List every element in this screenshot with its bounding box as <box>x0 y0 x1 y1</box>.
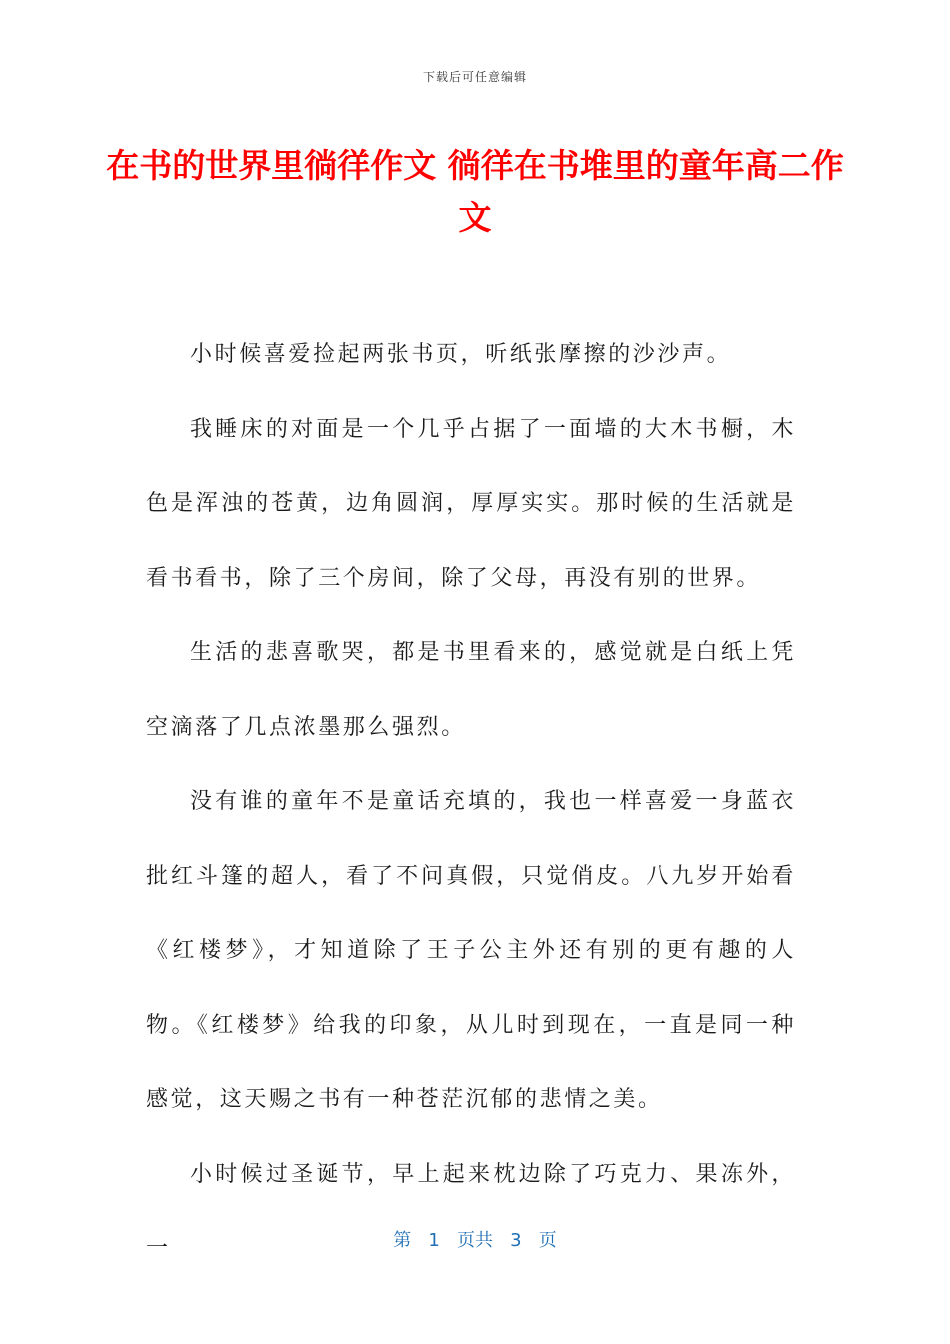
page-footer-suffix: 页 <box>538 1230 557 1251</box>
header-note: 下载后可任意编辑 <box>422 70 527 84</box>
page-footer-middle: 页共 <box>457 1230 493 1251</box>
current-page-number: 1 <box>428 1230 440 1251</box>
document-body <box>146 318 796 1287</box>
paragraph: 小时候过圣诞节，早上起来枕边除了巧克力、果冻外，一 <box>146 1161 796 1261</box>
total-pages-number: 3 <box>510 1230 522 1251</box>
paragraph: 小时候喜爱捡起两张书页，听纸张摩擦的沙沙声。 <box>190 342 732 367</box>
paragraph: 没有谁的童年不是童话充填的，我也一样喜爱一身蓝衣批红斗篷的超人，看了不问真假，只觉俏皮。八九岁开始看《红楼梦》，才知道除了王子公主外还有别的更有趣的人物。《红楼梦》给我的印象，从儿时到现在，一直是同一种感觉，这天赐之书有一种苍茫沉郁的悲情之美。 <box>146 789 796 1112</box>
document-title: 在书的世界里徜徉作文 徜徉在书堆里的童年高二作文 <box>106 146 844 237</box>
paragraph: 生活的悲喜歌哭，都是书里看来的，感觉就是白纸上凭空滴落了几点浓墨那么强烈。 <box>146 640 796 740</box>
page-footer <box>0 1226 950 1252</box>
page-footer-prefix: 第 <box>393 1230 412 1251</box>
paragraph: 我睡床的对面是一个几乎占据了一面墙的大木书橱，木色是浑浊的苍黄，边角圆润，厚厚实实。那时候的生活就是看书看书，除了三个房间，除了父母，再没有别的世界。 <box>146 416 796 591</box>
